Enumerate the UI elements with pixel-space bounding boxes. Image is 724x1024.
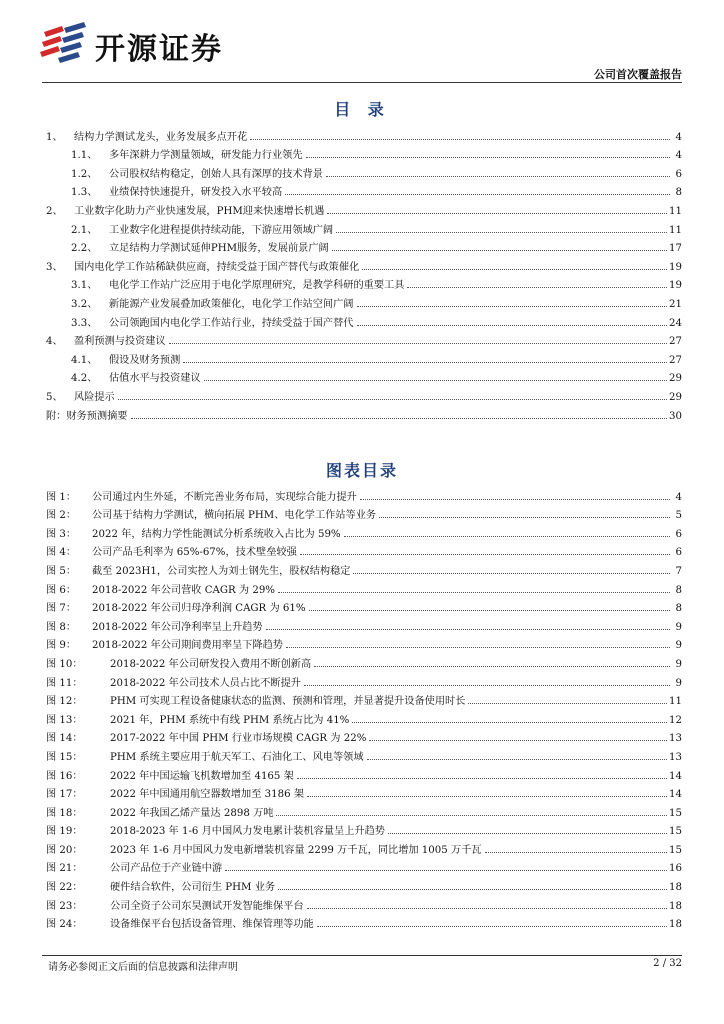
toc-list <box>0 124 724 422</box>
figure-entry[interactable] <box>0 503 724 522</box>
figure-entry[interactable] <box>0 912 724 931</box>
figure-entry-number: 图 7： <box>46 603 77 615</box>
figure-entry-title: 截至 2023H1，公司实控人为刘士钢先生，股权结构稳定 <box>92 565 351 577</box>
toc-entry-title: 财务预测摘要 <box>66 410 128 422</box>
dot-leader <box>360 499 670 500</box>
dot-leader <box>307 908 667 909</box>
toc-entry-page: 21 <box>669 298 682 310</box>
figure-entry-number: 图 6： <box>46 584 77 596</box>
toc-entry-number: 附： <box>46 410 67 422</box>
figure-entry-page: 8 <box>675 584 682 596</box>
toc-entry[interactable] <box>0 273 724 292</box>
toc-entry[interactable] <box>0 180 724 199</box>
dot-leader <box>276 815 667 816</box>
dot-leader <box>204 380 667 381</box>
toc-entry-page: 19 <box>669 261 682 273</box>
logo-text: 开源证券 <box>95 32 223 67</box>
figure-entry[interactable] <box>0 893 724 912</box>
dot-leader <box>118 399 667 400</box>
dot-leader <box>314 666 670 667</box>
figure-entry[interactable] <box>0 521 724 540</box>
figure-entry-number: 图 12： <box>46 696 83 708</box>
header-divider <box>42 82 682 83</box>
figure-entry-page: 13 <box>669 733 682 745</box>
figure-entry-title: 公司基于结构力学测试，横向拓展 PHM、电化学工作站等业务 <box>92 510 377 522</box>
toc-entry-title: 电化学工作站广泛应用于电化学原理研究，是教学科研的重要工具 <box>109 280 405 292</box>
figure-entry-page: 15 <box>669 807 682 819</box>
figure-entry-title: PHM 系统主要应用于航天军工、石油化工、风电等领域 <box>110 751 364 763</box>
figure-entry[interactable] <box>0 856 724 875</box>
figure-entry-page: 12 <box>669 714 682 726</box>
dot-leader <box>332 250 667 251</box>
company-logo <box>40 20 270 66</box>
toc-entry[interactable] <box>0 198 724 217</box>
figure-entry[interactable] <box>0 577 724 596</box>
figure-entry-title: 设备维保平台包括设备管理、维保管理等功能 <box>110 919 314 931</box>
figure-entry-title: 硬件结合软件，公司衍生 PHM 业务 <box>110 882 276 894</box>
toc-entry-title: 公司股权结构稳定，创始人具有深厚的技术背景 <box>109 168 323 180</box>
footer-divider <box>42 955 682 956</box>
toc-entry-page: 29 <box>669 391 682 403</box>
figure-entry-number: 图 24： <box>46 919 83 931</box>
toc-entry-title: 立足结构力学测试延伸PHM服务，发展前景广阔 <box>109 243 329 255</box>
page-number: 2 / 32 <box>653 958 682 969</box>
toc-entry-title: 假设及财务预测 <box>109 354 181 366</box>
figure-entry-title: 公司产品毛利率为 65%-67%，技术壁垒较强 <box>92 547 297 559</box>
dot-leader <box>468 703 667 704</box>
dot-leader <box>300 554 670 555</box>
toc-entry-page: 17 <box>669 243 682 255</box>
figure-entry-number: 图 4： <box>46 547 77 559</box>
figure-entry-number: 图 11： <box>46 677 83 689</box>
toc-title: 目 录 <box>334 100 390 119</box>
figure-entry-title: PHM 可实现工程设备健康状态的监测、预测和管理，并显著提升设备使用时长 <box>110 696 466 708</box>
figure-entry-number: 图 16： <box>46 770 83 782</box>
dot-leader <box>353 573 670 574</box>
toc-entry-number: 3.1、 <box>71 280 98 292</box>
toc-entry[interactable] <box>0 347 724 366</box>
figure-entry[interactable] <box>0 558 724 577</box>
dot-leader <box>367 759 668 760</box>
figure-entry-title: 2017-2022 年中国 PHM 行业市场规模 CAGR 为 22% <box>110 733 367 745</box>
figure-entry-title: 2018-2022 年公司技术人员占比不断提升 <box>110 677 301 689</box>
figure-entry[interactable] <box>0 596 724 615</box>
figure-entry-title: 2022 年中国运输飞机数增加至 4165 架 <box>110 770 294 782</box>
figure-list-title: 图表目录 <box>325 461 398 480</box>
toc-entry-number: 4、 <box>46 336 63 348</box>
figure-entry-page: 15 <box>669 844 682 856</box>
figure-entry-number: 图 5： <box>46 565 77 577</box>
dot-leader <box>304 685 670 686</box>
figure-entry[interactable] <box>0 819 724 838</box>
figure-entry-page: 5 <box>675 510 682 522</box>
figure-entry-page: 8 <box>675 603 682 615</box>
toc-entry-page: 29 <box>669 373 682 385</box>
toc-entry-number: 1、 <box>46 131 63 143</box>
kaiyuan-logo-icon <box>40 22 88 64</box>
dot-leader <box>362 269 667 270</box>
dot-leader <box>317 926 667 927</box>
toc-entry-title: 多年深耕力学测量领域，研发能力行业领先 <box>109 150 303 162</box>
toc-entry[interactable] <box>0 403 724 422</box>
figure-entry-title: 2022 年中国通用航空器数增加至 3186 架 <box>110 789 305 801</box>
page-header <box>0 0 724 80</box>
dot-leader <box>131 418 668 419</box>
dot-leader <box>306 157 670 158</box>
figure-entry-page: 18 <box>669 882 682 894</box>
toc-entry-number: 4.2、 <box>71 373 98 385</box>
figure-entry-page: 14 <box>669 770 682 782</box>
figure-entry-title: 2021 年，PHM 系统中有线 PHM 系统占比为 41% <box>110 714 350 726</box>
toc-entry[interactable] <box>0 254 724 273</box>
figure-list <box>0 484 724 930</box>
figure-entry[interactable] <box>0 837 724 856</box>
toc-entry-title: 国内电化学工作站稀缺供应商，持续受益于国产替代与政策催化 <box>74 261 360 273</box>
figure-entry-page: 9 <box>675 677 682 689</box>
toc-entry-title: 估值水平与投资建议 <box>109 373 201 385</box>
figure-entry-number: 图 22： <box>46 882 83 894</box>
dot-leader <box>336 232 667 233</box>
dot-leader <box>485 852 667 853</box>
figure-entry-number: 图 19： <box>46 826 83 838</box>
toc-entry[interactable] <box>0 384 724 403</box>
dot-leader <box>285 194 670 195</box>
figure-entry-page: 11 <box>669 696 682 708</box>
toc-entry[interactable] <box>0 310 724 329</box>
figure-entry-number: 图 21： <box>46 863 83 875</box>
dot-leader <box>352 722 667 723</box>
dot-leader <box>344 536 670 537</box>
dot-leader <box>327 213 667 214</box>
dot-leader <box>407 287 667 288</box>
toc-entry-number: 5、 <box>46 391 63 403</box>
figure-entry-number: 图 13： <box>46 714 83 726</box>
figure-entry-title: 公司通过内生外延，不断完善业务布局，实现综合能力提升 <box>92 491 357 503</box>
toc-entry-page: 30 <box>669 410 682 422</box>
figure-entry-number: 图 17： <box>46 789 83 801</box>
toc-entry-page: 24 <box>669 317 682 329</box>
dot-leader <box>286 647 670 648</box>
toc-entry-page: 11 <box>669 205 682 217</box>
toc-entry-title: 工业数字化进程提供持续动能，下游应用领域广阔 <box>109 224 334 236</box>
dot-leader <box>278 889 667 890</box>
figure-entry-page: 4 <box>675 491 682 503</box>
figure-entry[interactable] <box>0 633 724 652</box>
toc-entry[interactable] <box>0 236 724 255</box>
toc-entry-number: 1.2、 <box>71 168 98 180</box>
toc-entry-page: 6 <box>675 168 682 180</box>
figure-entry-page: 9 <box>675 621 682 633</box>
figure-entry-number: 图 10： <box>46 658 83 670</box>
toc-entry-title: 工业数字化助力产业快速发展，PHM迎来快速增长机遇 <box>74 205 325 217</box>
toc-entry-page: 4 <box>675 131 682 143</box>
figure-entry-number: 图 8： <box>46 621 77 633</box>
dot-leader <box>266 629 670 630</box>
toc-entry-page: 27 <box>669 354 682 366</box>
figure-entry-title: 2022 年我国乙烯产量达 2898 万吨 <box>110 807 274 819</box>
figure-entry-number: 图 18： <box>46 807 83 819</box>
figure-entry-number: 图 23： <box>46 900 83 912</box>
report-type-label: 公司首次覆盖报告 <box>594 68 682 81</box>
figure-entry-title: 公司产品位于产业链中游 <box>110 863 223 875</box>
figure-entry-number: 图 2： <box>46 510 77 522</box>
toc-entry-number: 3.3、 <box>71 317 98 329</box>
toc-entry-title: 盈利预测与投资建议 <box>74 336 166 348</box>
dot-leader <box>357 325 668 326</box>
dot-leader <box>379 517 670 518</box>
footer-disclaimer: 请务必参阅正文后面的信息披露和法律声明 <box>48 962 238 973</box>
figure-entry-page: 15 <box>669 826 682 838</box>
figure-entry[interactable] <box>0 782 724 801</box>
figure-entry-page: 9 <box>675 658 682 670</box>
dot-leader <box>388 833 667 834</box>
dot-leader <box>250 139 670 140</box>
figure-entry-title: 2018-2023 年 1-6 月中国风力发电累计装机容量呈上升趋势 <box>110 826 385 838</box>
toc-entry-page: 19 <box>669 280 682 292</box>
figure-entry[interactable] <box>0 614 724 633</box>
toc-entry-number: 1.3、 <box>71 187 98 199</box>
figure-entry-number: 图 20： <box>46 844 83 856</box>
toc-entry-number: 2.2、 <box>71 243 98 255</box>
figure-entry[interactable] <box>0 763 724 782</box>
toc-entry-number: 1.1、 <box>71 150 98 162</box>
figure-entry[interactable] <box>0 744 724 763</box>
figure-entry-page: 18 <box>669 900 682 912</box>
toc-entry-number: 2、 <box>46 205 63 217</box>
figure-entry-title: 2023 年 1-6 月中国风力发电新增装机容量 2299 万千瓦，同比增加 1005 万千瓦 <box>110 844 482 856</box>
figure-entry-title: 2022 年，结构力学性能测试分析系统收入占比为 59% <box>92 528 341 540</box>
dot-leader <box>297 778 667 779</box>
figure-entry-page: 9 <box>675 640 682 652</box>
figure-entry-page: 6 <box>675 547 682 559</box>
figure-entry-title: 2018-2022 年公司研发投入费用不断创新高 <box>110 658 312 670</box>
toc-entry-number: 4.1、 <box>71 354 98 366</box>
figure-entry[interactable] <box>0 707 724 726</box>
figure-entry[interactable] <box>0 651 724 670</box>
figure-entry[interactable] <box>0 540 724 559</box>
toc-entry-title: 新能源产业发展叠加政策催化，电化学工作站空间广阔 <box>109 298 354 310</box>
dot-leader <box>169 343 667 344</box>
figure-entry-page: 13 <box>669 751 682 763</box>
toc-entry-number: 2.1、 <box>71 224 98 236</box>
figure-entry-title: 2018-2022 年公司营收 CAGR 为 29% <box>92 584 275 596</box>
figure-entry-number: 图 14： <box>46 733 83 745</box>
toc-entry-page: 27 <box>669 336 682 348</box>
figure-entry-page: 7 <box>675 565 682 577</box>
figure-entry-number: 图 9： <box>46 640 77 652</box>
toc-entry-title: 结构力学测试龙头，业务发展多点开花 <box>74 131 248 143</box>
figure-entry-page: 16 <box>669 863 682 875</box>
toc-entry-page: 11 <box>669 224 682 236</box>
toc-entry[interactable] <box>0 217 724 236</box>
figure-entry-title: 2018-2022 年公司净利率呈上升趋势 <box>92 621 263 633</box>
dot-leader <box>326 176 670 177</box>
figure-entry-title: 公司全资子公司东昊测试开发智能维保平台 <box>110 900 304 912</box>
figure-entry-page: 6 <box>675 528 682 540</box>
figure-entry-title: 2018-2022 年公司期间费用率呈下降趋势 <box>92 640 283 652</box>
toc-entry[interactable] <box>0 143 724 162</box>
dot-leader <box>307 796 667 797</box>
figure-entry[interactable] <box>0 874 724 893</box>
toc-entry-number: 3、 <box>46 261 63 273</box>
dot-leader <box>183 362 667 363</box>
toc-entry[interactable] <box>0 161 724 180</box>
toc-entry[interactable] <box>0 329 724 348</box>
toc-entry-page: 4 <box>675 150 682 162</box>
figure-entry[interactable] <box>0 670 724 689</box>
figure-entry[interactable] <box>0 800 724 819</box>
figure-entry-number: 图 1： <box>46 491 77 503</box>
figure-entry-title: 2018-2022 年公司归母净利润 CAGR 为 61% <box>92 603 306 615</box>
toc-entry-title: 公司领跑国内电化学工作站行业，持续受益于国产替代 <box>109 317 354 329</box>
toc-entry-title: 业绩保持快速提升，研发投入水平较高 <box>109 187 283 199</box>
toc-entry-number: 3.2、 <box>71 298 98 310</box>
figure-entry-page: 18 <box>669 919 682 931</box>
figure-entry[interactable] <box>0 726 724 745</box>
toc-entry[interactable] <box>0 124 724 143</box>
dot-leader <box>357 306 668 307</box>
toc-entry[interactable] <box>0 291 724 310</box>
toc-entry-title: 风险提示 <box>74 391 115 403</box>
toc-entry[interactable] <box>0 366 724 385</box>
dot-leader <box>225 870 667 871</box>
figure-entry-page: 14 <box>669 789 682 801</box>
dot-leader <box>278 592 670 593</box>
figure-entry-number: 图 3： <box>46 528 77 540</box>
dot-leader <box>369 740 667 741</box>
dot-leader <box>309 610 670 611</box>
figure-entry[interactable] <box>0 484 724 503</box>
figure-entry[interactable] <box>0 689 724 708</box>
toc-entry-page: 8 <box>675 187 682 199</box>
figure-entry-number: 图 15： <box>46 751 83 763</box>
